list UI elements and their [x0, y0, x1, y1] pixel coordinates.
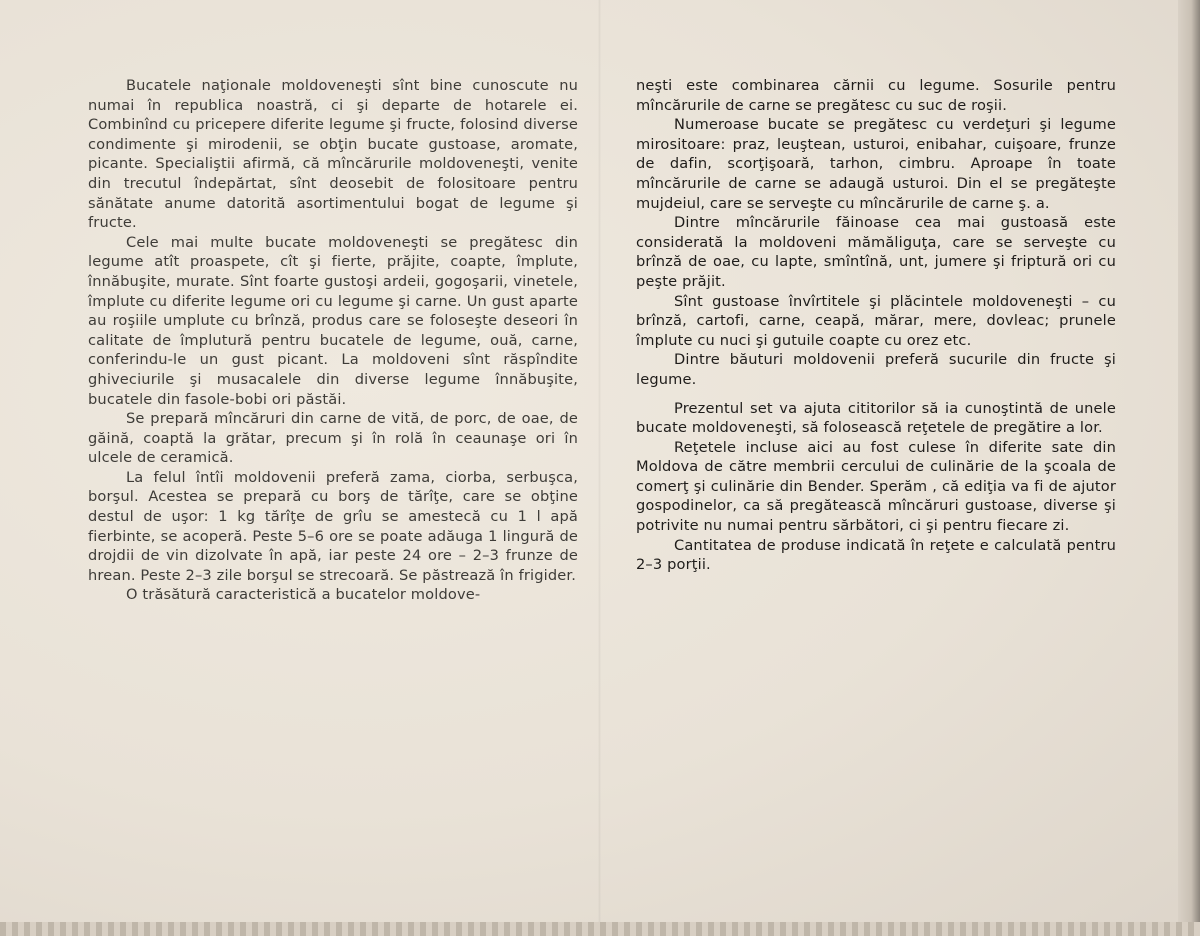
left-text-column	[88, 76, 578, 605]
paragraph: Cele mai multe bucate moldoveneşti se pregătesc din legume atît proaspete, cît şi fierte, prăjite, coapte, împlute, înnăbuşite, murate. Sînt foarte gustoşi ardeii, gogoşarii, vinetele, împlute cu diferite legume ori cu legume şi carne. Un gust aparte au roşiile umplute cu brînză, produs care se foloseşte deseori în calitate de împlutură pentru bucatele de legume, ouă, carne, conferindu-le un gust picant. La moldoveni sînt răspîndite ghiveciurile şi musacalele din diverse legume înnăbuşite, bucatele din fasole-bobi ori păstăi.	[88, 233, 578, 408]
paragraph: Bucatele naţionale moldoveneşti sînt bine cunoscute nu numai în republica noastră, ci şi departe de hotarele ei. Combinînd cu pricepere diferite legume şi fructe, folosind diverse condimente şi mirodenii, se obţin bucate gustoase, aromate, picante. Specialiştii afirmă, că mîncărurile moldoveneşti, venite din trecutul îndepărtat, sînt deosebit de folositoare pentru sănătate anume datorită asortimentului bogat de legume şi fructe.	[88, 77, 578, 232]
paragraph: neşti este combinarea cărnii cu legume. Sosurile pentru mîncărurile de carne se pregătesc cu suc de roşii.	[636, 77, 1116, 114]
paragraph: Numeroase bucate se pregătesc cu verdeţuri şi legume mirositoare: praz, leuştean, usturoi, enibahar, cuişoare, frunze de dafin, scorţişoară, tarhon, cimbru. Aproape în toate mîncărurile de carne se adaugă usturoi. Din el se pregăteşte mujdeiul, care se serveşte cu mîncărurile de carne ş. a.	[636, 116, 1116, 212]
paragraph: La felul întîi moldovenii preferă zama, ciorba, serbuşca, borşul. Acestea se prepară cu borş de tărîţe, care se obţine destul de uşor: 1 kg tărîţe de grîu se amestecă cu 1 l apă fierbinte, se acoperă. Peste 5–6 ore se poate adăuga 1 lingură de drojdii de vin dizolvate în apă, iar peste 24 ore – 2–3 frunze de hrean. Peste 2–3 zile borşul se strecoară. Se păstrează în frigider.	[88, 468, 578, 584]
page-edge-right	[1178, 0, 1200, 936]
right-text-column	[636, 76, 1116, 575]
paragraph: Prezentul set va ajuta cititorilor să ia cunoştintă de unele bucate moldoveneşti, să folosească reţetele de pregătire a lor.	[636, 399, 1116, 437]
paragraph: Cantitatea de produse indicată în reţete e calculată pentru 2–3 porţii.	[636, 536, 1116, 574]
paragraph: O trăsătură caracteristică a bucatelor moldove-	[126, 586, 481, 604]
paragraph: Se prepară mîncăruri din carne de vită, de porc, de oae, de găină, coaptă la grătar, precum şi în rolă în ceaunaşe ori în ulcele de ceramică.	[88, 410, 578, 467]
paragraph: Reţetele incluse aici au fost culese în diferite sate din Moldova de către membrii cercului de culinărie de la şcoala de comerţ şi culinărie din Bender. Sperăm , că ediţia va fi de ajutor gospodinelor, ca să pregătească mîncăruri gustoase, diverse şi potrivite nu numai pentru sărbători, ci şi pentru fiecare zi.	[636, 438, 1116, 535]
center-fold	[598, 0, 601, 936]
paragraph: Dintre băuturi moldovenii preferă sucurile din fructe şi legume.	[636, 351, 1116, 388]
page-edge-bottom	[0, 922, 1200, 936]
paragraph: Dintre mîncărurile făinoase cea mai gustoasă este considerată la moldoveni mămăliguţa, care se serveşte cu brînză de oae, cu lapte, smîntînă, unt, jumere şi friptură ori cu peşte prăjit.	[636, 214, 1116, 290]
paragraph: Sînt gustoase învîrtitele şi plăcintele moldoveneşti – cu brînză, cartofi, carne, ceapă, mărar, mere, dovleac; prunele împlute cu nuci şi gutuile coapte cu orez etc.	[636, 292, 1116, 349]
